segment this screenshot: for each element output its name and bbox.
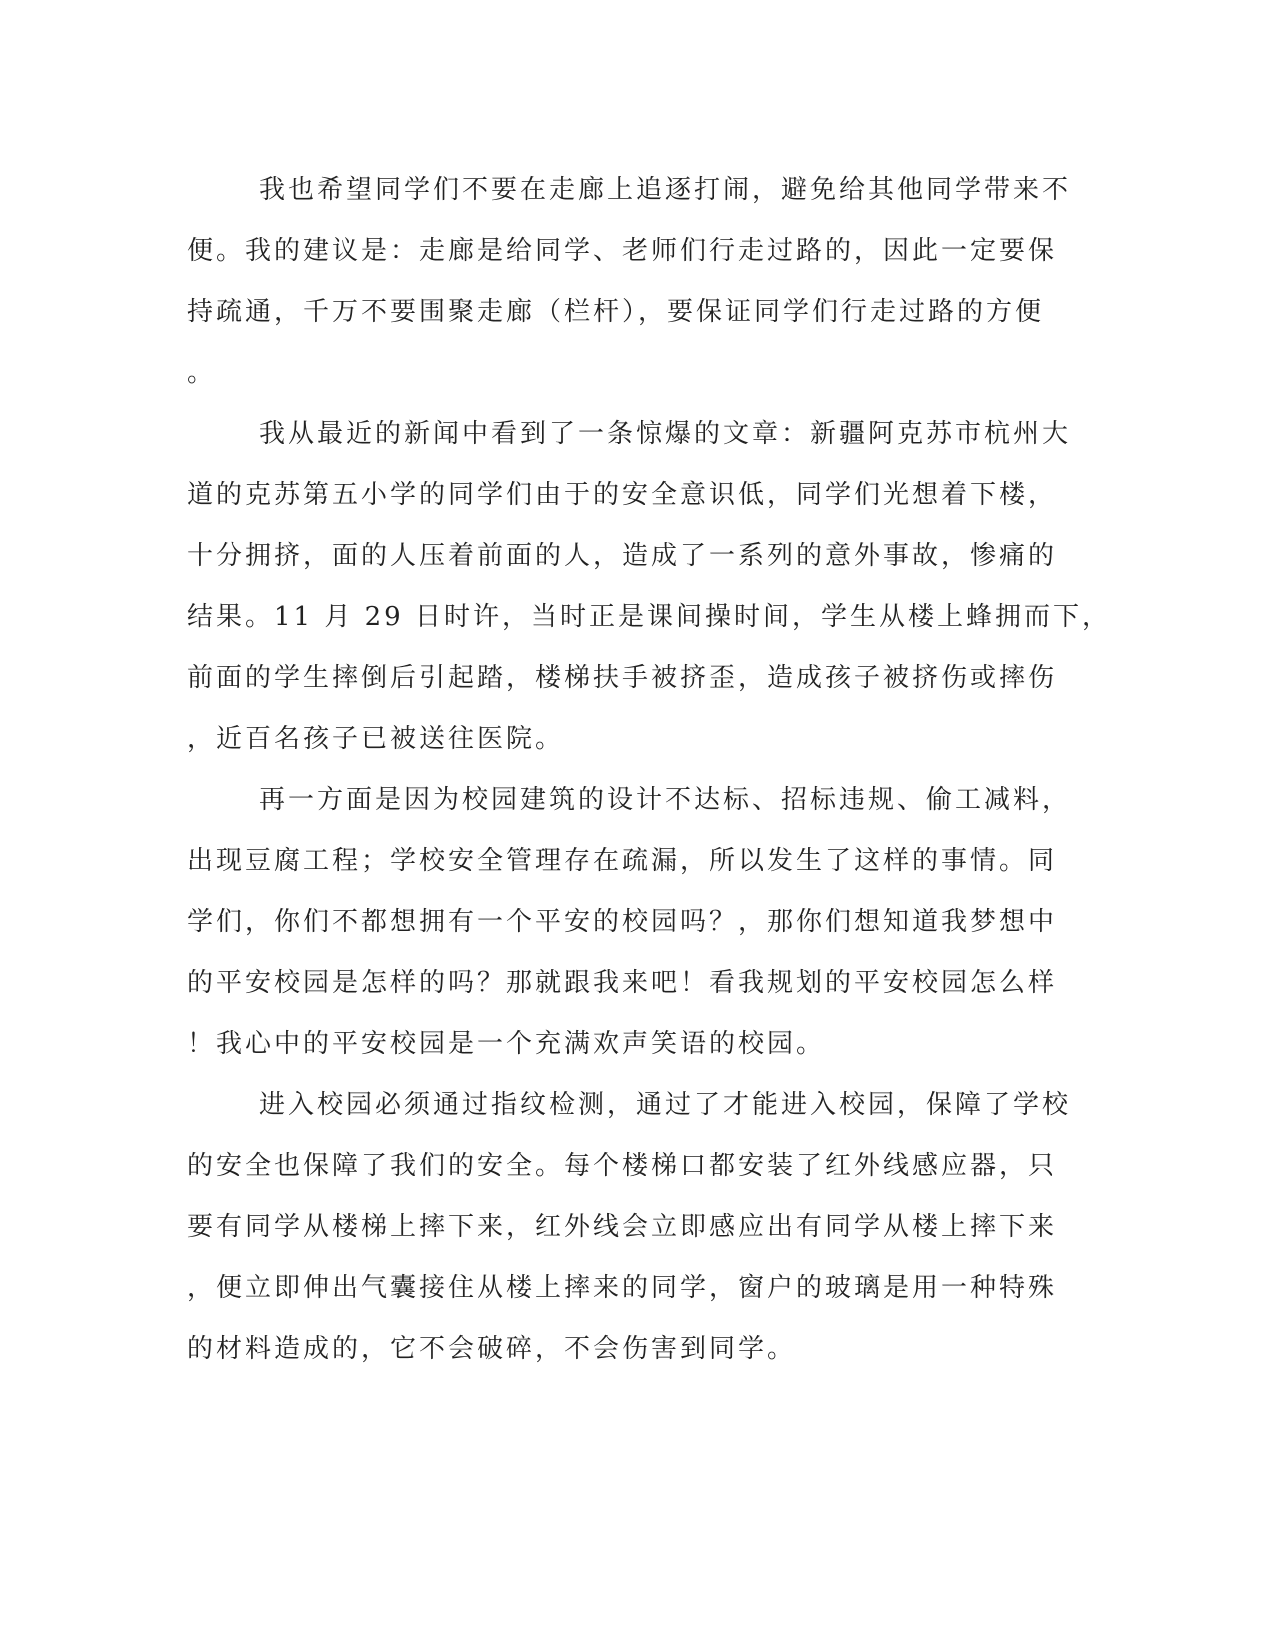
paragraph-line: 。 [187,358,217,388]
paragraph-line: 我从最近的新闻中看到了一条惊爆的文章：新疆阿克苏市杭州大 [259,419,1072,449]
paragraph-4 [187,1075,1087,1380]
paragraph-line: 前面的学生摔倒后引起踏，楼梯扶手被挤歪，造成孩子被挤伤或摔伤 [187,663,1058,693]
paragraph-line: 的安全也保障了我们的安全。每个楼梯口都安装了红外线感应器，只 [187,1151,1058,1181]
paragraph-line: 再一方面是因为校园建筑的设计不达标、招标违规、偷工减料， [259,785,1072,815]
paragraph-line: 我也希望同学们不要在走廊上追逐打闹，避免给其他同学带来不 [259,175,1072,205]
document-body [187,160,1111,1380]
paragraph-line: 持疏通，千万不要围聚走廊（栏杆），要保证同学们行走过路的方便 [187,297,1045,327]
paragraph-line: 学们，你们不都想拥有一个平安的校园吗？，那你们想知道我梦想中 [187,907,1058,937]
paragraph-line: 便。我的建议是：走廊是给同学、老师们行走过路的，因此一定要保 [187,236,1058,266]
paragraph-line: 进入校园必须通过指纹检测，通过了才能进入校园，保障了学校 [259,1090,1072,1120]
paragraph-line: 的平安校园是怎样的吗？那就跟我来吧！看我规划的平安校园怎么样 [187,968,1058,998]
paragraph-line: 要有同学从楼梯上摔下来，红外线会立即感应出有同学从楼上摔下来 [187,1212,1058,1242]
paragraph-1 [187,160,1087,404]
paragraph-line: ！我心中的平安校园是一个充满欢声笑语的校园。 [187,1029,826,1059]
paragraph-line: ，便立即伸出气囊接住从楼上摔来的同学，窗户的玻璃是用一种特殊 [187,1273,1058,1303]
paragraph-line: 十分拥挤，面的人压着前面的人，造成了一系列的意外事故，惨痛的 [187,541,1058,571]
paragraph-line: ，近百名孩子已被送往医院。 [187,724,565,754]
paragraph-line: 结果。11 月 29 日时许，当时正是课间操时间，学生从楼上蜂拥而下， [187,602,1111,632]
paragraph-2 [187,404,1111,770]
paragraph-3 [187,770,1087,1075]
paragraph-line: 出现豆腐工程；学校安全管理存在疏漏，所以发生了这样的事情。同 [187,846,1058,876]
paragraph-line: 的材料造成的，它不会破碎，不会伤害到同学。 [187,1334,797,1364]
paragraph-line: 道的克苏第五小学的同学们由于的安全意识低，同学们光想着下楼， [187,480,1058,510]
